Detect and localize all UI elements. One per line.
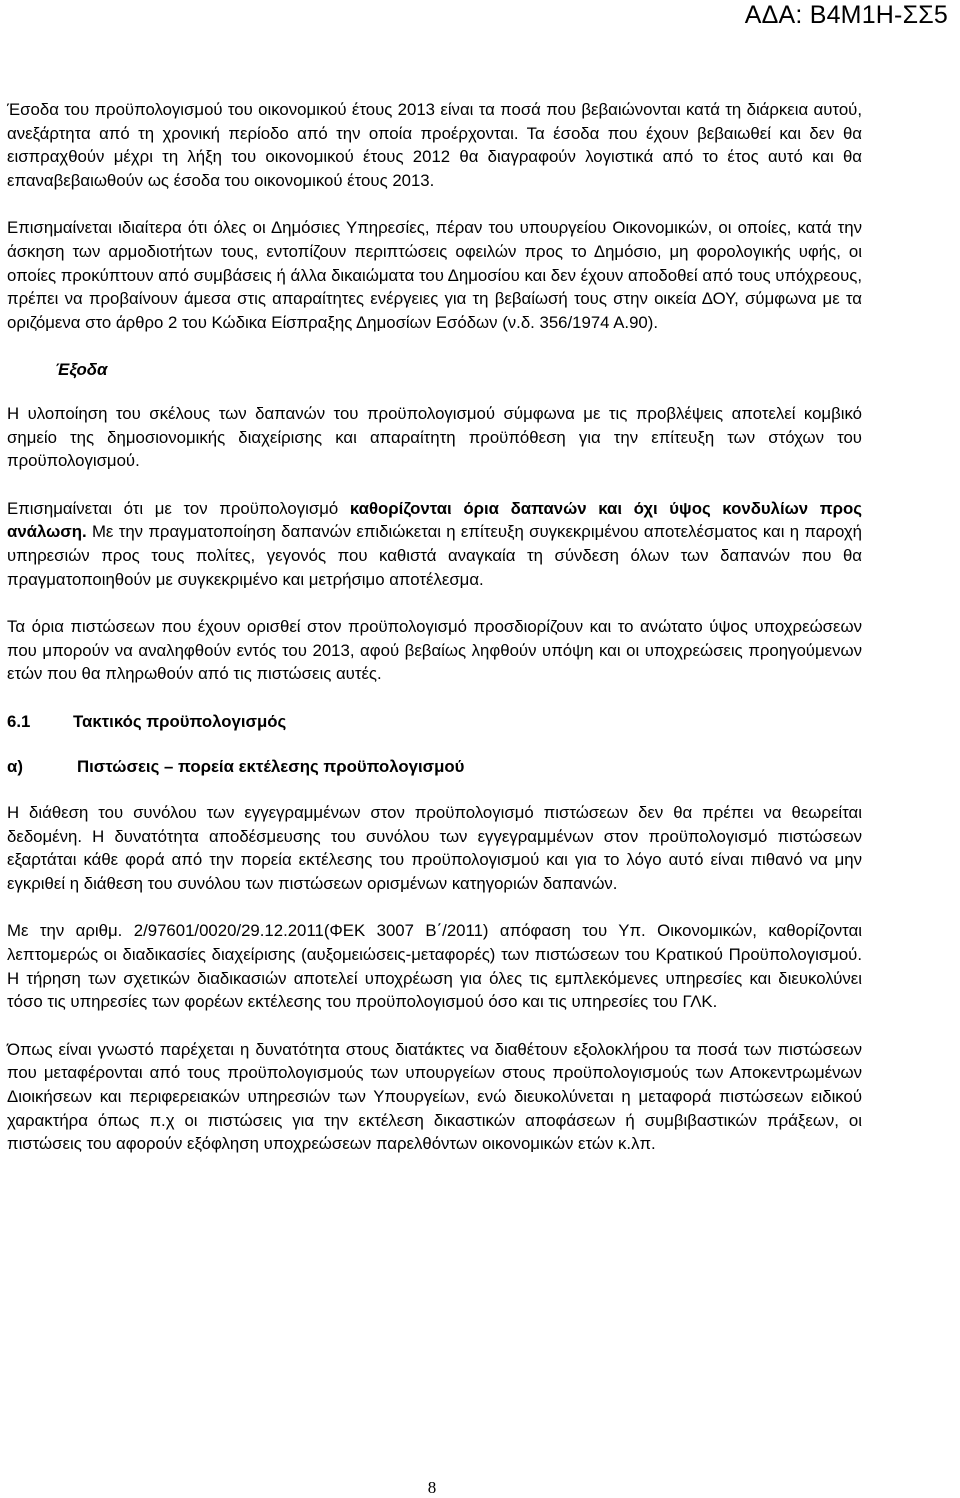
section-title: Τακτικός προϋπολογισμός [73,711,287,731]
heading-exoda: Έξοδα [55,360,108,380]
section-number: 6.1 [7,711,31,731]
paragraph-expenditure-limits [7,497,862,591]
paragraph-credit-transfers: Όπως είναι γνωστό παρέχεται η δυνατότητα στους διατάκτες να διαθέτουν εξολοκλήρου τα ποσά των πιστώσεων που μεταφέρονται από τους προϋπολογισμούς των υπουργείων στους προϋπολογισμούς των Αποκεντρωμένων Διοικήσεων και περιφερειακών υπηρεσιών των Υπουργείων, ενώ διευκολύνεται η μεταφορά πιστώσεων ειδικού χαρακτήρα όπως π.χ οι πιστώσεις για την εκτέλεση δικαστικών αποφάσεων ή συμβιβαστικών πράξεων, οι πιστώσεις του αφορούν εξόφληση υποχρεώσεων παρελθόντων οικονομικών ετών κ.λπ. [7,1039,862,1154]
page-number: 8 [427,1478,437,1497]
expenditure-limits-emphasis: καθορίζονται όρια δαπανών και όχι ύψος κονδυλίων προς ανάλωση. [7,498,862,542]
subheading-title: Πιστώσεις – πορεία εκτέλεσης προϋπολογισμού [77,757,465,777]
document-body [7,98,862,1156]
expenditure-limits-intro: Επισημαίνεται ότι με τον προϋπολογισμό [7,498,350,518]
paragraph-public-services-note: Επισημαίνεται ιδιαίτερα ότι όλες οι Δημόσιες Υπηρεσίες, πέραν του υπουργείου Οικονομικών, οι οποίες, κατά την άσκηση των αρμοδιοτήτων τους, εντοπίζουν περιπτώσεις οφειλών προς το Δημόσιο, μη φορολογικής υφής, οι οποίες προκύπτουν από συμβάσεις ή άλλα δικαιώματα του Δημοσίου και δεν έχουν αποδοθεί από τους υπόχρεους, πρέπει να προβαίνουν άμεσα στις απαραίτητες ενέργειες για τη βεβαίωσή τους στην οικεία ΔΟΥ, σύμφωνα με τα οριζόμενα στο άρθρο 2 του Κώδικα Είσπραξης Δημοσίων Εσόδων (ν.δ. 356/1974 Α.90). [7,218,862,332]
subheading-letter: α) [7,757,23,777]
paragraph-credit-availability: Η διάθεση του συνόλου των εγγεγραμμένων στον προϋπολογισμό πιστώσεων δεν θα πρέπει να θεωρείται δεδομένη. Η δυνατότητα αποδέσμευσης του συνόλου των εγγεγραμμένων στον προϋπολογισμό πιστώσεων εξαρτάται κάθε φορά από την πορεία εκτέλεσης του προϋπολογισμού και για το λόγο αυτό είναι πιθανό να μην εγκριθεί η διάθεση του συνόλου των πιστώσεων ορισμένων κατηγοριών δαπανών. [7,803,862,893]
paragraph-credit-limits: Τα όρια πιστώσεων που έχουν ορισθεί στον προϋπολογισμό προσδιορίζουν και το ανώτατο ύψος υποχρεώσεων που μπορούν να αναληφθούν εντός του 2013, αφού βεβαίως ληφθούν υπόψη και οι υποχρεώσεις προηγούμενων ετών που θα πληρωθούν από τις πιστώσεις αυτές. [7,617,862,684]
paragraph-revenue-definition: Έσοδα του προϋπολογισμού του οικονομικού έτους 2013 είναι τα ποσά που βεβαιώνονται κατά τη διάρκεια αυτού, ανεξάρτητα από τη χρονική περίοδο από την οποία προέρχονται. Τα έσοδα που έχουν βεβαιωθεί και δεν θα εισπραχθούν μέχρι τη λήξη του οικονομικού έτους 2012 θα διαγραφούν λογιστικά από το έτος αυτό και θα επαναβεβαιωθούν ως έσοδα του οικονομικού έτους 2013. [7,100,862,190]
paragraph-ministerial-decision: Με την αριθμ. 2/97601/0020/29.12.2011(ΦΕΚ 3007 Β΄/2011) απόφαση του Υπ. Οικονομικών, καθορίζονται λεπτομερώς οι διαδικασίες διαχείρισης (αυξομειώσεις-μεταφορές) των πιστώσεων του Κρατικού Προϋπολογισμού. Η τήρηση των σχετικών διαδικασιών αποτελεί υποχρέωση για όλες τις εμπλεκόμενες υπηρεσίες και διευκολύνει τόσο τις υπηρεσίες των φορέων εκτέλεσης του προϋπολογισμού όσο και τις υπηρεσίες του ΓΛΚ. [7,921,862,1012]
subheading-a [7,755,862,779]
document-code-header: ΑΔΑ: Β4Μ1Η-ΣΣ5 [744,1,948,29]
section-heading-6-1 [7,710,862,734]
expenditure-limits-rest: Με την πραγματοποίηση δαπανών επιδιώκεται η επίτευξη συγκεκριμένου αποτελέσματος και η παροχή υπηρεσιών προς τους πολίτες, γεγονός που καθιστά αναγκαία τη σύνδεση όλων των δαπανών που θα πραγματοποιηθούν με συγκεκριμένο και μετρήσιμο αποτέλεσμα. [7,522,862,589]
paragraph-expenditure-implementation: Η υλοποίηση του σκέλους των δαπανών του προϋπολογισμού σύμφωνα με τις προβλέψεις αποτελεί κομβικό σημείο της δημοσιονομικής διαχείρισης και απαραίτητη προϋπόθεση για την επίτευξη των στόχων του προϋπολογισμού. [7,403,862,471]
